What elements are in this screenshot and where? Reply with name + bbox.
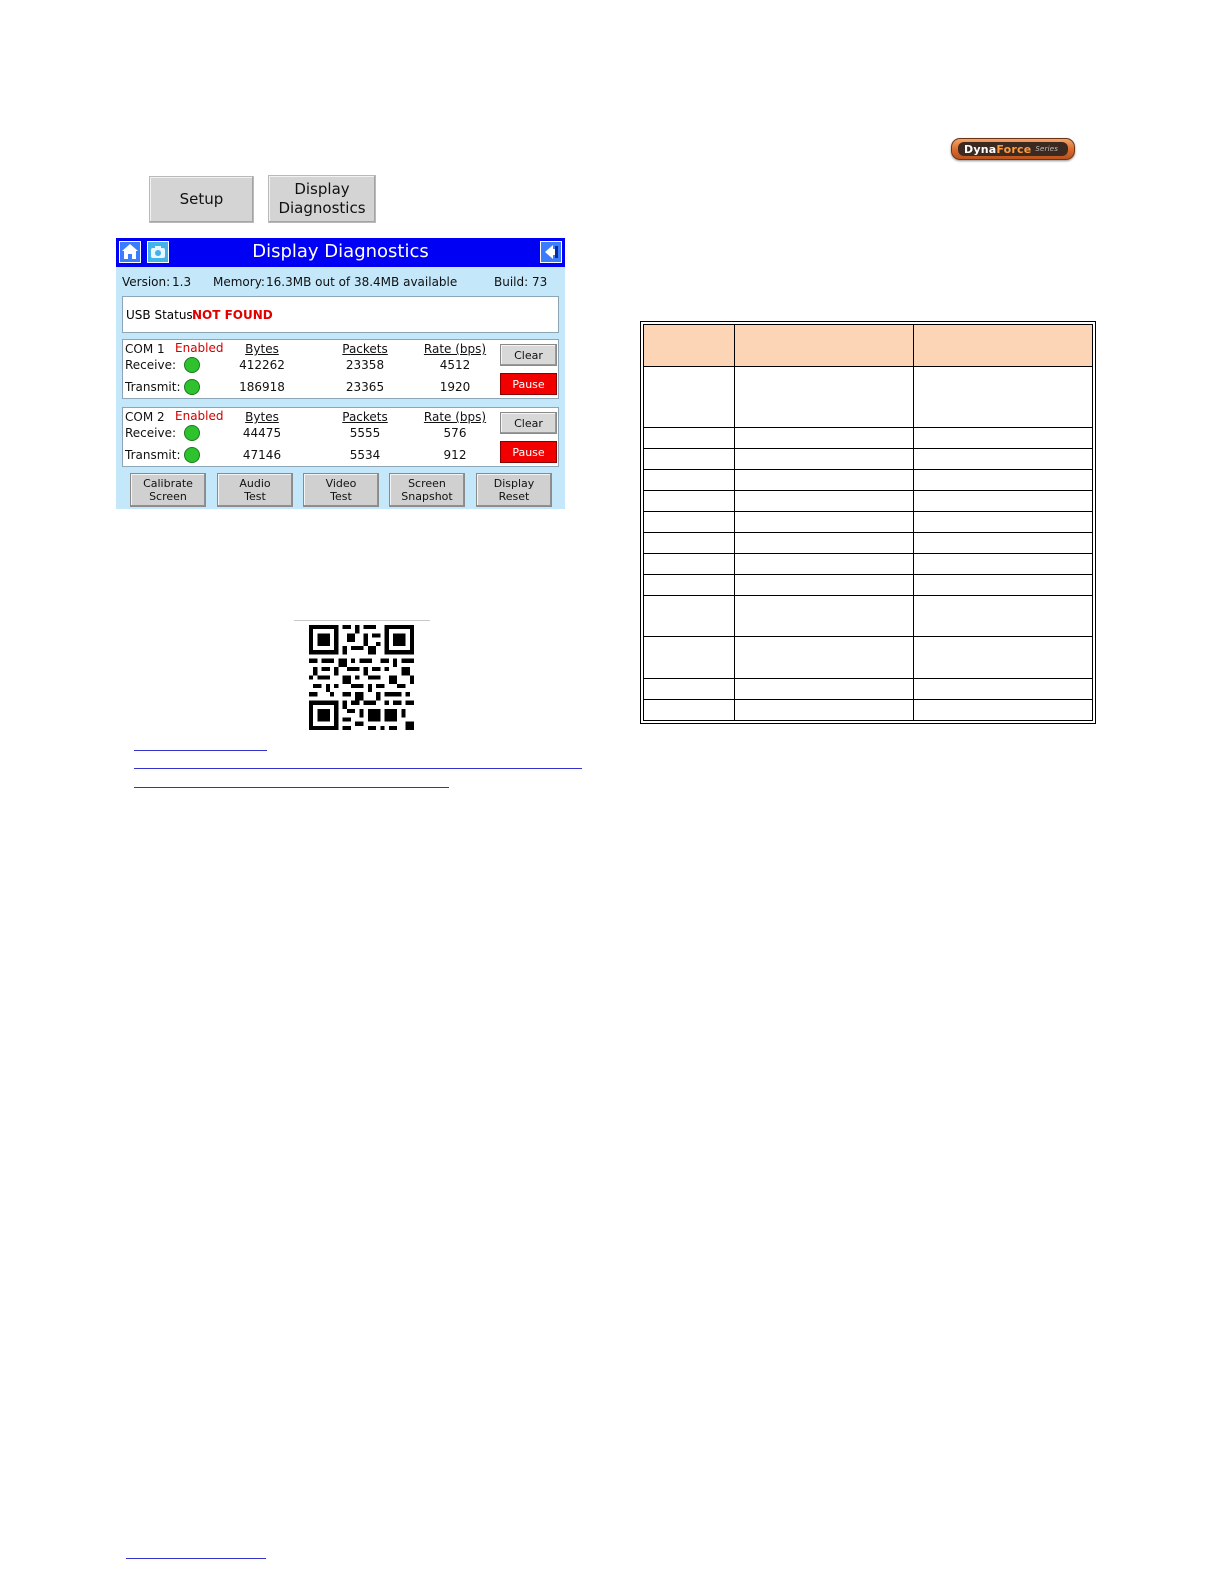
memory-value: 16.3MB out of 38.4MB available — [266, 275, 458, 289]
display-reset-button[interactable]: Display Reset — [476, 473, 552, 507]
link-1[interactable] — [134, 750, 267, 751]
com2-receive-rate: 576 — [443, 426, 467, 440]
com1-transmit-led-icon — [184, 379, 200, 395]
com2-receive-led-icon — [184, 425, 200, 441]
calibrate-screen-button[interactable]: Calibrate Screen — [130, 473, 206, 507]
com2-packets-header: Packets — [342, 410, 388, 424]
table-row — [644, 699, 1093, 720]
com2-receive-label: Receive: — [125, 426, 177, 440]
com1-panel — [122, 339, 559, 399]
logo-text-series: Series — [1035, 145, 1059, 153]
com2-receive-packets: 5555 — [349, 426, 381, 440]
com1-pause-button[interactable]: Pause — [500, 373, 557, 395]
com1-transmit-packets: 23365 — [345, 380, 385, 394]
table-row — [644, 448, 1093, 469]
table-row — [644, 511, 1093, 532]
display-diagnostics-button[interactable]: Display Diagnostics — [268, 175, 376, 223]
memory-label: Memory: — [213, 275, 265, 289]
build-value: 73 — [532, 275, 548, 289]
link-2[interactable] — [134, 768, 582, 769]
com2-transmit-label: Transmit: — [125, 448, 181, 462]
com2-transmit-packets: 5534 — [349, 448, 381, 462]
table-row — [644, 532, 1093, 553]
table-row — [644, 637, 1093, 678]
com1-rate-header: Rate (bps) — [423, 342, 487, 356]
footer-link[interactable] — [126, 1558, 266, 1559]
logo-text-force: Force — [996, 142, 1032, 156]
setup-button[interactable]: Setup — [149, 176, 254, 223]
reference-table — [640, 321, 1096, 724]
com2-receive-bytes: 44475 — [242, 426, 282, 440]
com2-transmit-bytes: 47146 — [242, 448, 282, 462]
video-test-button[interactable]: Video Test — [303, 473, 379, 507]
table-row — [644, 427, 1093, 448]
logo-text — [958, 142, 1068, 156]
com1-receive-rate: 4512 — [439, 358, 471, 372]
com2-name: COM 2 — [125, 410, 165, 424]
diagnostics-screen — [116, 238, 565, 509]
usb-status-panel — [122, 296, 559, 333]
com2-rate-header: Rate (bps) — [423, 410, 487, 424]
table-header-row — [644, 325, 1093, 367]
com2-transmit-rate: 912 — [443, 448, 467, 462]
com1-transmit-rate: 1920 — [439, 380, 471, 394]
table-row — [644, 596, 1093, 637]
com2-state: Enabled — [175, 409, 224, 423]
com2-pause-button[interactable]: Pause — [500, 441, 557, 463]
com1-receive-packets: 23358 — [345, 358, 385, 372]
screen-title: Display Diagnostics — [252, 241, 429, 262]
link-3[interactable] — [134, 787, 449, 788]
com1-bytes-header: Bytes — [245, 342, 279, 356]
com1-state: Enabled — [175, 341, 224, 355]
qr-divider — [294, 620, 430, 621]
table-row — [644, 469, 1093, 490]
com2-bytes-header: Bytes — [245, 410, 279, 424]
version-value: 1.3 — [172, 275, 192, 289]
usb-status-value: NOT FOUND — [192, 308, 273, 322]
logo-text-dyna: Dyna — [964, 142, 997, 156]
com1-name: COM 1 — [125, 342, 165, 356]
com1-receive-led-icon — [184, 357, 200, 373]
build-label: Build: — [494, 275, 529, 289]
com1-clear-button[interactable]: Clear — [500, 344, 557, 366]
com1-transmit-label: Transmit: — [125, 380, 181, 394]
usb-status-label: USB Status: — [126, 308, 197, 322]
com1-receive-label: Receive: — [125, 358, 177, 372]
com1-packets-header: Packets — [342, 342, 388, 356]
title-bar — [116, 238, 565, 267]
com1-receive-bytes: 412262 — [239, 358, 285, 372]
screen-snapshot-button[interactable]: Screen Snapshot — [389, 473, 465, 507]
table-row — [644, 554, 1093, 575]
qr-code-icon — [309, 625, 414, 730]
com2-transmit-led-icon — [184, 447, 200, 463]
table-row — [644, 678, 1093, 699]
table-row — [644, 367, 1093, 427]
version-label: Version: — [122, 275, 171, 289]
dynaforce-logo — [951, 138, 1075, 160]
com1-transmit-bytes: 186918 — [239, 380, 285, 394]
com2-panel — [122, 407, 559, 467]
table-row — [644, 575, 1093, 596]
com2-clear-button[interactable]: Clear — [500, 412, 557, 434]
back-arrow-icon[interactable] — [540, 241, 562, 263]
table-row — [644, 490, 1093, 511]
audio-test-button[interactable]: Audio Test — [217, 473, 293, 507]
